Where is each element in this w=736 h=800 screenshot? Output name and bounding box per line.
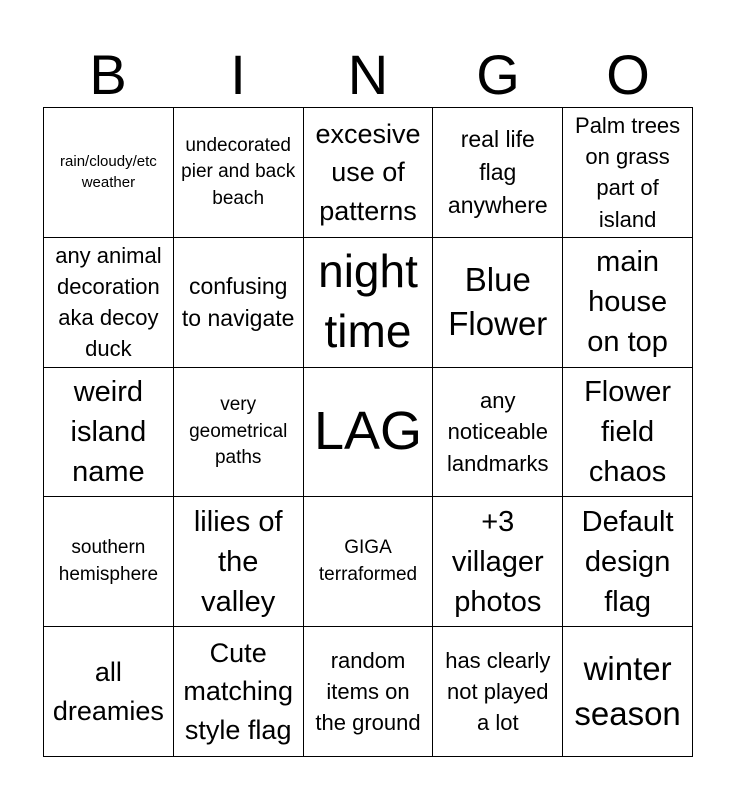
cell-text: any noticeable landmarks	[447, 388, 549, 476]
bingo-cell[interactable]	[44, 627, 174, 757]
cell-text: rain/cloudy/etc weather	[60, 153, 157, 192]
bingo-cell[interactable]	[433, 497, 563, 627]
bingo-cell[interactable]	[433, 238, 563, 368]
cell-text: undecorated pier and back beach	[181, 134, 296, 209]
bingo-cell[interactable]	[174, 368, 304, 498]
bingo-cell[interactable]	[563, 627, 693, 757]
cell-text: southern hemisphere	[58, 537, 159, 585]
cell-text: very geometrical paths	[189, 394, 288, 469]
header-letter-n: N	[347, 43, 389, 106]
bingo-cell[interactable]	[304, 108, 434, 238]
cell-text: night time	[318, 245, 418, 358]
free-space-cell[interactable]	[304, 368, 434, 498]
bingo-cell[interactable]	[304, 238, 434, 368]
bingo-header	[43, 44, 693, 106]
cell-text: main house on top	[587, 246, 668, 359]
bingo-cell[interactable]	[44, 368, 174, 498]
bingo-cell[interactable]	[433, 627, 563, 757]
bingo-cell[interactable]	[563, 497, 693, 627]
cell-text: Palm trees on grass part of island	[575, 112, 681, 232]
cell-text: Default design flag	[581, 505, 674, 618]
bingo-cell[interactable]	[44, 108, 174, 238]
bingo-cell[interactable]	[174, 497, 304, 627]
cell-text: +3 villager photos	[451, 505, 544, 618]
bingo-cell[interactable]	[563, 238, 693, 368]
cell-text: lilies of the valley	[193, 505, 283, 618]
cell-text: all dreamies	[52, 657, 164, 726]
bingo-cell[interactable]	[563, 108, 693, 238]
cell-text: real life flag anywhere	[447, 126, 548, 218]
cell-text: any animal decoration aka decoy duck	[55, 242, 162, 362]
cell-text: GIGA terraformed	[318, 537, 418, 585]
cell-text: Cute matching style flag	[183, 638, 293, 745]
bingo-cell[interactable]	[433, 108, 563, 238]
cell-text: Blue Flower	[448, 260, 548, 343]
cell-text: weird island name	[70, 375, 147, 488]
header-letter-o: O	[606, 43, 650, 106]
bingo-cell[interactable]	[174, 238, 304, 368]
cell-text: has clearly not played a lot	[445, 647, 551, 736]
header-letter-g: G	[476, 43, 520, 106]
bingo-cell[interactable]	[563, 368, 693, 498]
bingo-cell[interactable]	[44, 238, 174, 368]
cell-text: random items on the ground	[315, 647, 421, 736]
bingo-cell[interactable]	[304, 627, 434, 757]
cell-text: winter season	[574, 650, 681, 732]
cell-text: confusing to navigate	[181, 272, 295, 332]
header-letter-i: I	[230, 43, 246, 106]
header-letter-b: B	[89, 43, 127, 106]
bingo-board	[43, 107, 693, 757]
bingo-cell[interactable]	[433, 368, 563, 498]
cell-text: LAG	[313, 401, 423, 462]
cell-text: excesive use of patterns	[315, 118, 421, 226]
bingo-cell[interactable]	[44, 497, 174, 627]
cell-text: Flower field chaos	[584, 375, 672, 488]
bingo-cell[interactable]	[174, 627, 304, 757]
bingo-cell[interactable]	[304, 497, 434, 627]
bingo-cell[interactable]	[174, 108, 304, 238]
